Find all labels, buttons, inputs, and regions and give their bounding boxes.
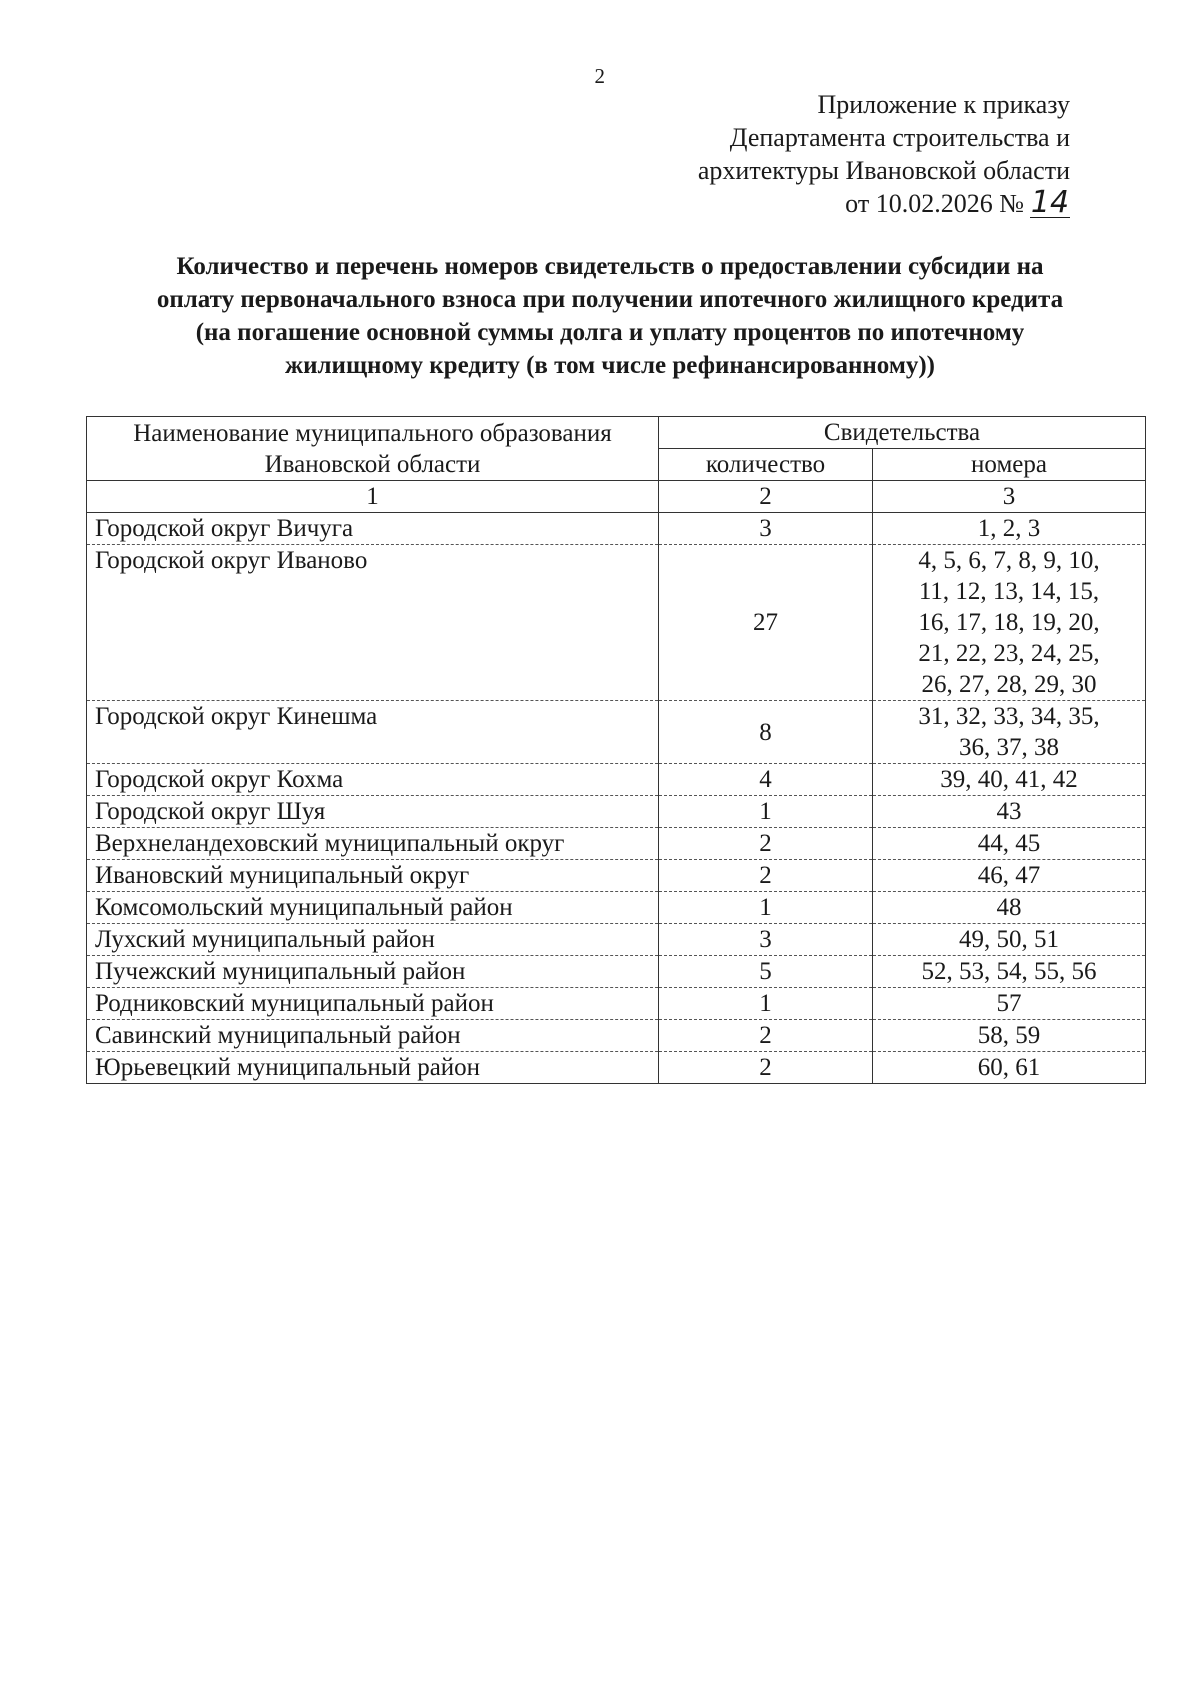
column-index: 3 xyxy=(873,481,1146,513)
certificate-numbers-line: 39, 40, 41, 42 xyxy=(940,766,1078,793)
certificate-numbers xyxy=(873,988,1146,1020)
table-row xyxy=(87,828,1146,860)
certificate-numbers xyxy=(873,1020,1146,1052)
header-certificates: Свидетельства xyxy=(659,417,1146,449)
certificate-numbers-line: 26, 27, 28, 29, 30 xyxy=(921,671,1097,698)
certificate-count: 2 xyxy=(659,1020,873,1052)
certificate-numbers-line: 44, 45 xyxy=(977,830,1041,857)
certificate-numbers-line: 21, 22, 23, 24, 25, xyxy=(918,640,1100,667)
certificate-count: 3 xyxy=(659,924,873,956)
annex-date: от 10.02.2026 № xyxy=(845,189,1024,218)
page-number: 2 xyxy=(594,64,606,88)
certificate-numbers xyxy=(873,764,1146,796)
order-number: 14 xyxy=(1030,185,1070,220)
header-municipality xyxy=(87,417,659,481)
certificate-numbers xyxy=(873,796,1146,828)
certificate-numbers-line: 11, 12, 13, 14, 15, xyxy=(918,578,1100,605)
table-row xyxy=(87,513,1146,545)
municipality-name: Юрьевецкий муниципальный район xyxy=(87,1052,659,1084)
municipality-name: Верхнеландеховский муниципальный округ xyxy=(87,828,659,860)
certificate-numbers-line: 49, 50, 51 xyxy=(959,926,1059,953)
table-row xyxy=(87,764,1146,796)
municipality-name: Лухский муниципальный район xyxy=(87,924,659,956)
municipality-name: Городской округ Иваново xyxy=(87,545,659,701)
certificate-numbers-line: 57 xyxy=(996,990,1022,1017)
table-body xyxy=(87,513,1146,1084)
table-row xyxy=(87,1052,1146,1084)
header-municipality-line2: Ивановской области xyxy=(264,450,481,478)
certificate-numbers-line: 52, 53, 54, 55, 56 xyxy=(921,958,1097,985)
certificate-numbers xyxy=(873,701,1146,764)
certificate-numbers-line: 1, 2, 3 xyxy=(977,515,1041,542)
certificate-numbers-line: 4, 5, 6, 7, 8, 9, 10, xyxy=(918,547,1100,574)
column-index: 1 xyxy=(87,481,659,513)
certificate-numbers xyxy=(873,1052,1146,1084)
certificate-count: 2 xyxy=(659,828,873,860)
certificate-count: 4 xyxy=(659,764,873,796)
annex-line: Приложение к приказу xyxy=(817,90,1070,119)
municipality-name: Городской округ Вичуга xyxy=(87,513,659,545)
certificate-count: 8 xyxy=(659,701,873,764)
certificate-numbers xyxy=(873,924,1146,956)
certificate-numbers xyxy=(873,513,1146,545)
title-line: оплату первоначального взноса при получении ипотечного жилищного кредита xyxy=(156,286,1064,313)
document-title xyxy=(80,250,1140,382)
certificate-numbers xyxy=(873,956,1146,988)
certificate-count: 27 xyxy=(659,545,873,701)
certificate-count: 5 xyxy=(659,956,873,988)
municipality-name: Городской округ Кинешма xyxy=(87,701,659,764)
annex-header xyxy=(510,88,1070,220)
column-index: 2 xyxy=(659,481,873,513)
title-line: Количество и перечень номеров свидетельств о предоставлении субсидии на xyxy=(176,253,1044,280)
table-row xyxy=(87,924,1146,956)
table-row xyxy=(87,988,1146,1020)
municipality-name: Городской округ Шуя xyxy=(87,796,659,828)
table-row xyxy=(87,956,1146,988)
certificate-numbers-line: 31, 32, 33, 34, 35, xyxy=(918,703,1100,730)
table-row xyxy=(87,1020,1146,1052)
certificate-numbers-line: 48 xyxy=(996,894,1022,921)
table-row xyxy=(87,545,1146,701)
title-line: (на погашение основной суммы долга и уплату процентов по ипотечному xyxy=(195,319,1025,346)
certificate-numbers xyxy=(873,828,1146,860)
certificate-numbers xyxy=(873,892,1146,924)
municipality-name: Городской округ Кохма xyxy=(87,764,659,796)
header-municipality-line1: Наименование муниципального образования xyxy=(133,419,612,447)
table-row xyxy=(87,892,1146,924)
certificate-count: 3 xyxy=(659,513,873,545)
certificate-numbers-line: 36, 37, 38 xyxy=(959,734,1059,761)
certificate-numbers-line: 16, 17, 18, 19, 20, xyxy=(918,609,1100,636)
certificate-numbers-line: 46, 47 xyxy=(977,862,1041,889)
certificate-count: 2 xyxy=(659,1052,873,1084)
table-row xyxy=(87,701,1146,764)
header-count: количество xyxy=(659,449,873,481)
certificate-numbers xyxy=(873,545,1146,701)
annex-line: Департамента строительства и xyxy=(729,123,1070,152)
certificates-table xyxy=(86,416,1146,1084)
table-row xyxy=(87,860,1146,892)
municipality-name: Савинский муниципальный район xyxy=(87,1020,659,1052)
table-row xyxy=(87,796,1146,828)
annex-date-line xyxy=(510,187,1070,220)
certificate-count: 2 xyxy=(659,860,873,892)
municipality-name: Пучежский муниципальный район xyxy=(87,956,659,988)
annex-line: архитектуры Ивановской области xyxy=(697,156,1070,185)
certificate-count: 1 xyxy=(659,796,873,828)
municipality-name: Комсомольский муниципальный район xyxy=(87,892,659,924)
municipality-name: Ивановский муниципальный округ xyxy=(87,860,659,892)
header-numbers: номера xyxy=(873,449,1146,481)
certificate-numbers-line: 43 xyxy=(996,798,1022,825)
certificate-count: 1 xyxy=(659,988,873,1020)
certificate-numbers-line: 60, 61 xyxy=(977,1054,1041,1081)
certificate-count: 1 xyxy=(659,892,873,924)
title-line: жилищному кредиту (в том числе рефинансированному)) xyxy=(284,352,935,379)
certificate-numbers xyxy=(873,860,1146,892)
municipality-name: Родниковский муниципальный район xyxy=(87,988,659,1020)
certificate-numbers-line: 58, 59 xyxy=(977,1022,1041,1049)
